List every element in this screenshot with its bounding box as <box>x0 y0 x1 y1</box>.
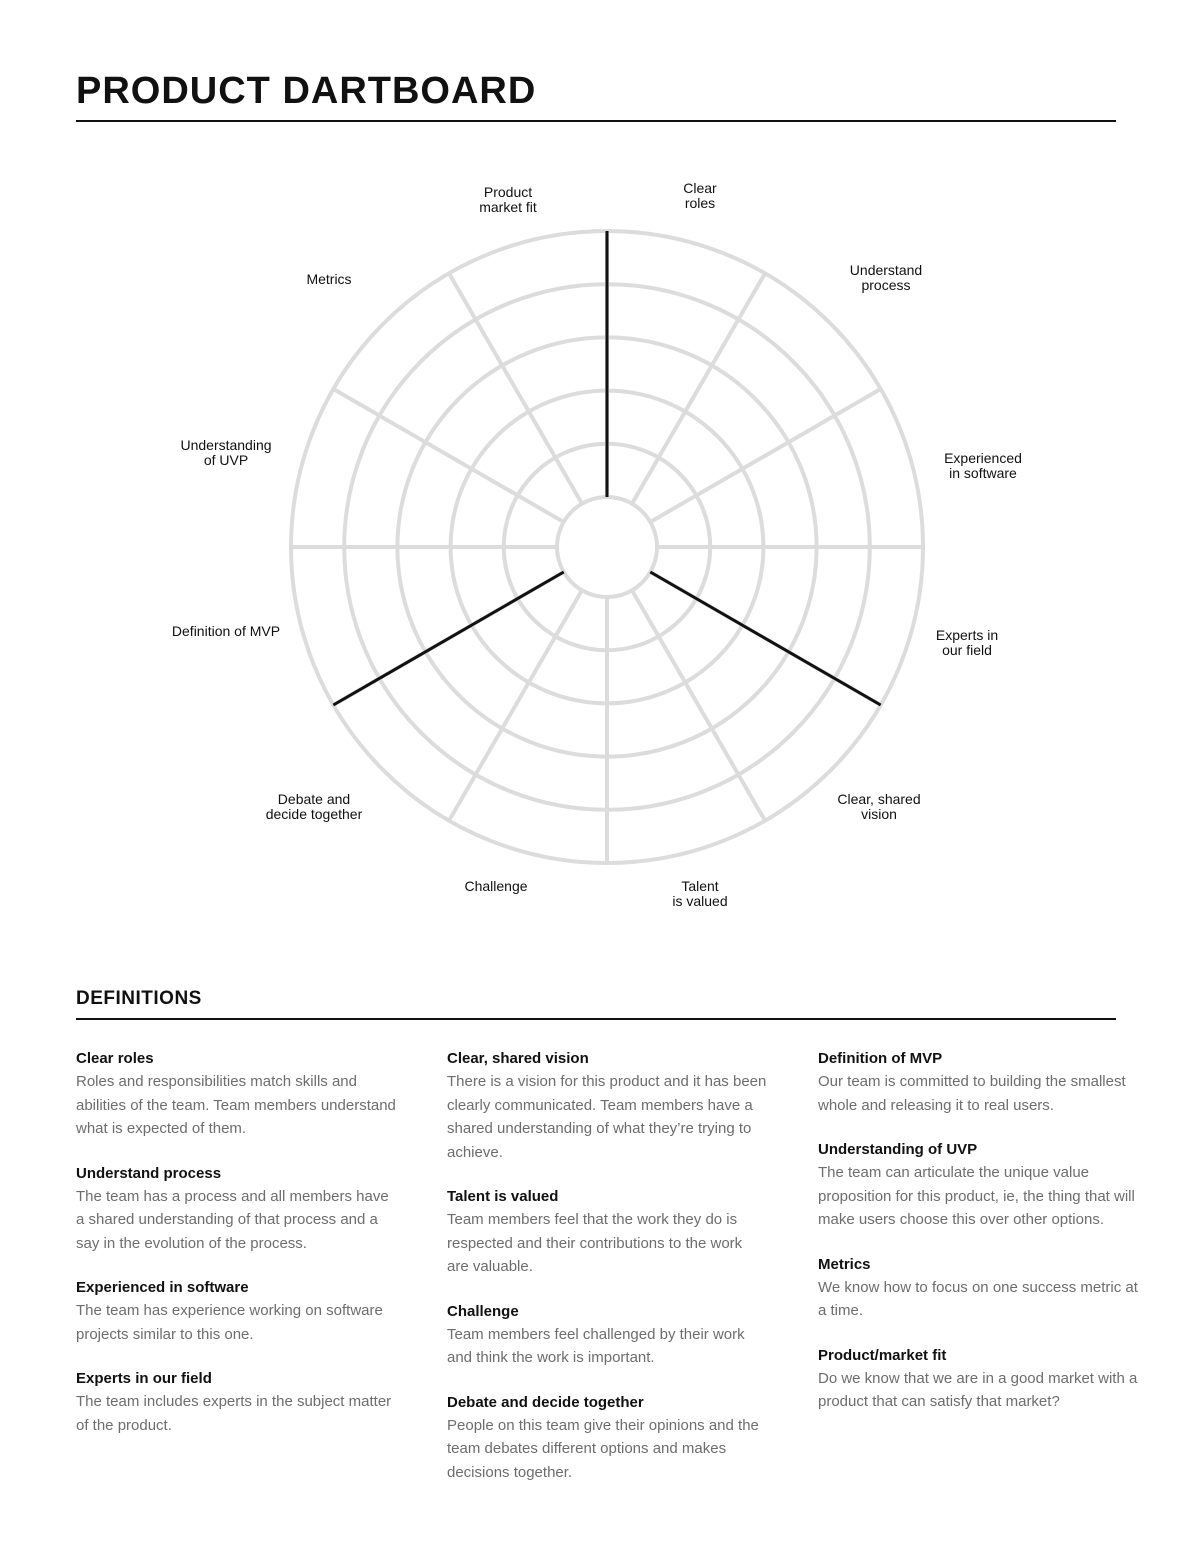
label-understand-process: Understand process <box>849 262 923 293</box>
definition-item <box>818 1048 1138 1117</box>
definition-item <box>818 1254 1138 1323</box>
label-experienced-in-software: Experienced in software <box>944 450 1022 481</box>
definition-item <box>447 1048 767 1164</box>
definition-item <box>76 1163 396 1256</box>
definition-term: Experienced in software <box>76 1279 249 1296</box>
definition-term: Clear roles <box>76 1050 154 1067</box>
definition-text: The team has experience working on software projects similar to this one. <box>76 1302 383 1343</box>
page-title: PRODUCT DARTBOARD <box>76 70 537 112</box>
definitions-column-2 <box>447 1048 767 1506</box>
definition-item <box>447 1392 767 1485</box>
definition-text: There is a vision for this product and it has been clearly communicated. Team members have a shared understanding of what they’re trying to achieve. <box>447 1073 767 1161</box>
definition-text: Our team is committed to building the smallest whole and releasing it to real users. <box>818 1073 1126 1114</box>
label-debate-and-decide-together: Debate and decide together <box>265 791 363 822</box>
definition-text: Roles and responsibilities match skills and abilities of the team. Team members understand what is expected of them. <box>76 1073 396 1137</box>
definitions-column-3 <box>818 1048 1138 1436</box>
definition-text: Team members feel that the work they do is respected and their contributions to the work are valuable. <box>447 1211 743 1275</box>
definition-text: People on this team give their opinions and the team debates different options and makes decisions together. <box>447 1416 759 1481</box>
dartboard-ring <box>557 497 657 597</box>
definition-text: Do we know that we are in a good market with a product that can satisfy that market? <box>818 1369 1138 1410</box>
label-challenge: Challenge <box>464 878 528 894</box>
definition-item <box>818 1345 1138 1414</box>
definition-term: Understand process <box>76 1164 222 1182</box>
label-metrics: Metrics <box>306 271 352 287</box>
definition-term: Understanding of UVP <box>818 1141 978 1158</box>
definition-text: The team has a process and all members have a shared understanding of that process and a say in the evolution of the process. <box>76 1187 389 1252</box>
definition-item <box>76 1048 396 1141</box>
definition-term: Debate and decide together <box>447 1393 644 1411</box>
label-clear-shared-vision: Clear, shared vision <box>837 791 921 822</box>
definition-term: Definition of MVP <box>818 1050 943 1067</box>
definition-text: Team members feel challenged by their work and think the work is important. <box>447 1325 745 1366</box>
label-product-market-fit: Product market fit <box>479 184 537 215</box>
definition-text: We know how to focus on one success metric at a time. <box>818 1278 1138 1319</box>
label-definition-of-mvp: Definition of MVP <box>171 623 281 639</box>
definitions-column-1 <box>76 1048 396 1459</box>
definition-item <box>76 1368 396 1437</box>
definition-term: Metrics <box>818 1255 871 1273</box>
label-understanding-of-uvp: Understanding of UVP <box>180 437 272 468</box>
definition-term: Product/market fit <box>818 1346 947 1364</box>
definition-item <box>447 1301 767 1370</box>
definition-term: Experts in our field <box>76 1370 212 1387</box>
definition-item <box>447 1186 767 1279</box>
label-clear-roles: Clear roles <box>683 180 717 211</box>
label-experts-in-our-field: Experts in our field <box>935 627 999 658</box>
definitions-divider <box>76 1018 1116 1020</box>
definition-term: Talent is valued <box>447 1188 559 1205</box>
definition-term: Clear, shared vision <box>447 1050 589 1067</box>
definition-item <box>818 1139 1138 1232</box>
definition-item <box>76 1277 396 1346</box>
definitions-heading: DEFINITIONS <box>76 988 202 1009</box>
definition-text: The team can articulate the unique value proposition for this product, ie, the thing that will make users choose this over other options. <box>818 1164 1135 1228</box>
definition-text: The team includes experts in the subject matter of the product. <box>76 1393 392 1434</box>
definition-term: Challenge <box>447 1302 519 1320</box>
label-talent-is-valued: Talent is valued <box>672 878 728 909</box>
